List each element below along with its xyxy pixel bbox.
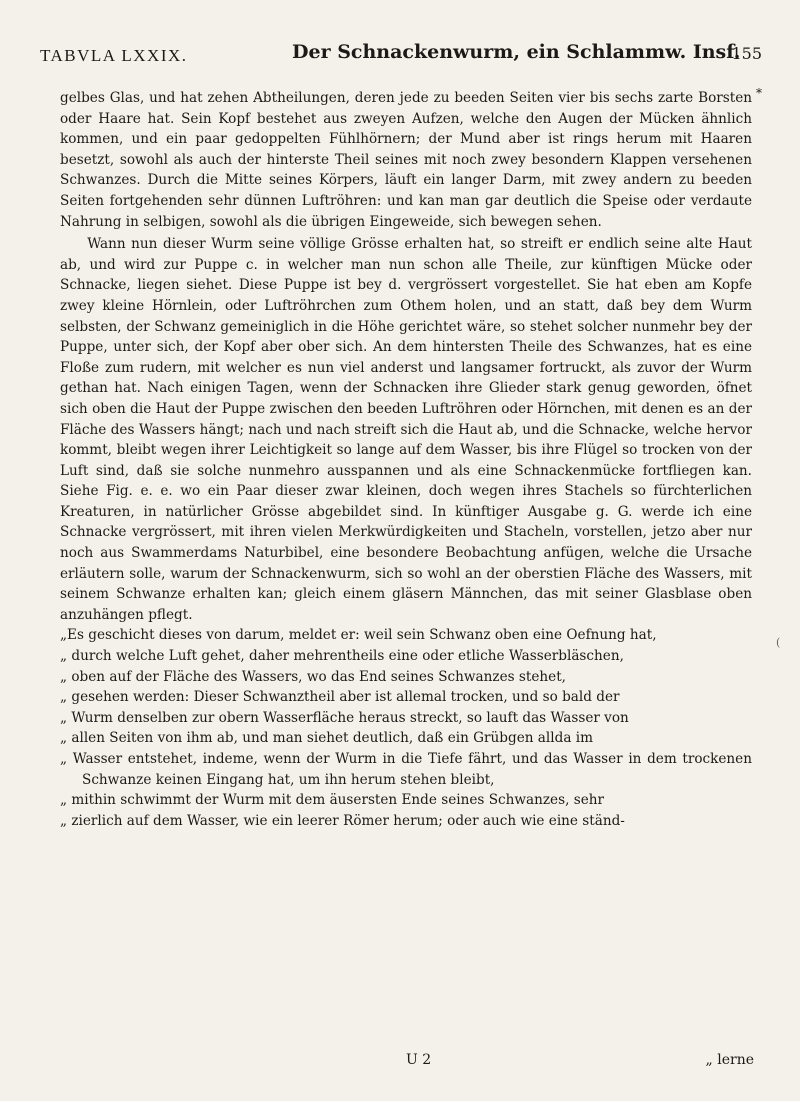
paragraph: Wann nun dieser Wurm seine völlige Grösse erhalten hat, so streift er endlich seine alte Haut ab, und wird zur Puppe c. in welcher man nun schon alle Theile, zur künftigen Mücke oder Schnacke, liegen siehet. Diese Puppe ist bey d. vergrössert vorgestellet. Sie hat eben am Kopfe zwey kleine Hörnlein, oder Luftröhrchen zum Othem holen, und an statt, daß bey dem Wurm selbsten, der Schwanz gemeiniglich in die Höhe gerichtet wäre, so stehet solcher nunmehr bey der Puppe, unter sich, der Kopf aber ober sich. An dem hintersten Theile des Schwanzes, hat es eine Floße zum rudern, mit welcher es nun viel anderst und langsamer fortruckt, als zuvor der Wurm gethan hat. Nach einigen Tagen, wenn der Schnacken ihre Glieder stark genug geworden, öfnet sich oben die Haut der Puppe zwischen den beeden Luftröhren oder Hörnchen, mit denen es an der Fläche des Wassers hängt; nach und nach streift sich die Haut ab, und die Schnacke, welche hervor kommt, bleibt wegen ihrer Leichtigkeit so lange auf dem Wasser, bis ihre Flügel so trocken von der Luft sind, daß sie solche nunmehro ausspannen und als eine Schnackenmücke fortfliegen kan. Siehe Fig. e. e. wo ein Paar dieser zwar kleinen, doch wegen ihres Stachels so fürchterlichen Kreaturen, in natürlicher Grösse abgebildet sind. In künftiger Ausgabe g. G. werde ich eine Schnacke vergrössert, mit ihren vielen Merkwürdigkeiten und Stacheln, vorstellen, jetzo aber nur noch aus Swammerdams Naturbibel, eine besondere Beobachtung anfügen, welche die Ursache erläutern solle, warum der Schnackenwurm, sich so wohl an der oberstien Fläche des Wassers, mit seinem Schwanze erhalten kan; gleich einem gläsern Männchen, das mit seiner Glasblase oben anzuhängen pflegt. [60, 236, 752, 623]
paragraph: gelbes Glas, und hat zehen Abtheilungen, deren jede zu beeden Seiten vier bis sechs zarte Borsten oder Haare hat. Sein Kopf bestehet aus zweyen Aufzen, welche den Augen der Mücken ähnlich kommen, und ein paar gedoppelten Fühlhörnern; der Mund aber ist rings herum mit Haaren besetzt, sowohl als auch der hinterste Theil seines mit noch zwey besondern Klappen versehenen Schwanzes. Durch die Mitte seines Körpers, läuft ein langer Darm, mit zwey andern zu beeden Seiten fortgehenden sehr dünnen Luftröhren: und kan man gar deutlich die Speise oder verdaute Nahrung in selbigen, sowohl als die übrigen Eingeweide, sich bewegen sehen. [60, 90, 752, 230]
quote-line: „ allen Seiten von ihm ab, und man siehet deutlich, daß ein Grübgen allda im [60, 730, 593, 747]
running-title: Der Schnackenwurm, ein Schlammw. Insf. [292, 41, 741, 63]
signature-mark: U 2 [406, 1052, 432, 1068]
quote-line: „ zierlich auf dem Wasser, wie ein leerer Römer herum; oder auch wie eine ständ- [60, 812, 625, 829]
quotation [60, 625, 752, 831]
quote-line: „ durch welche Luft gehet, daher mehrentheils eine oder etliche Wasserbläschen, [60, 648, 624, 665]
quote-line: „ gesehen werden: Dieser Schwanztheil aber ist allemal trocken, und so bald der [60, 689, 620, 706]
plate-number: TABVLA LXXIX. [40, 46, 188, 65]
quote-line: „ Wasser entstehet, indeme, wenn der Wurm in die Tiefe fährt, und das Wasser in dem trockenen Schwanze keinen Eingang hat, um ihn herum stehen bleibt, [60, 751, 752, 788]
quote-line: „ oben auf der Fläche des Wassers, wo das End seines Schwanzes stehet, [60, 668, 566, 685]
asterisk-marker: * [756, 86, 762, 100]
quote-line: „ Wurm denselben zur obern Wasserfläche heraus streckt, so lauft das Wasser von [60, 709, 629, 726]
running-header [40, 40, 762, 68]
catchword: „ lerne [705, 1052, 754, 1068]
page-number: 155 [731, 44, 762, 63]
margin-mark: ( [776, 636, 781, 649]
quote-line: „ mithin schwimmt der Wurm mit dem äusersten Ende seines Schwanzes, sehr [60, 792, 604, 809]
body-text [60, 88, 752, 831]
quote-line: „Es geschicht dieses von darum, meldet er: weil sein Schwanz oben eine Oefnung hat, [60, 627, 657, 644]
